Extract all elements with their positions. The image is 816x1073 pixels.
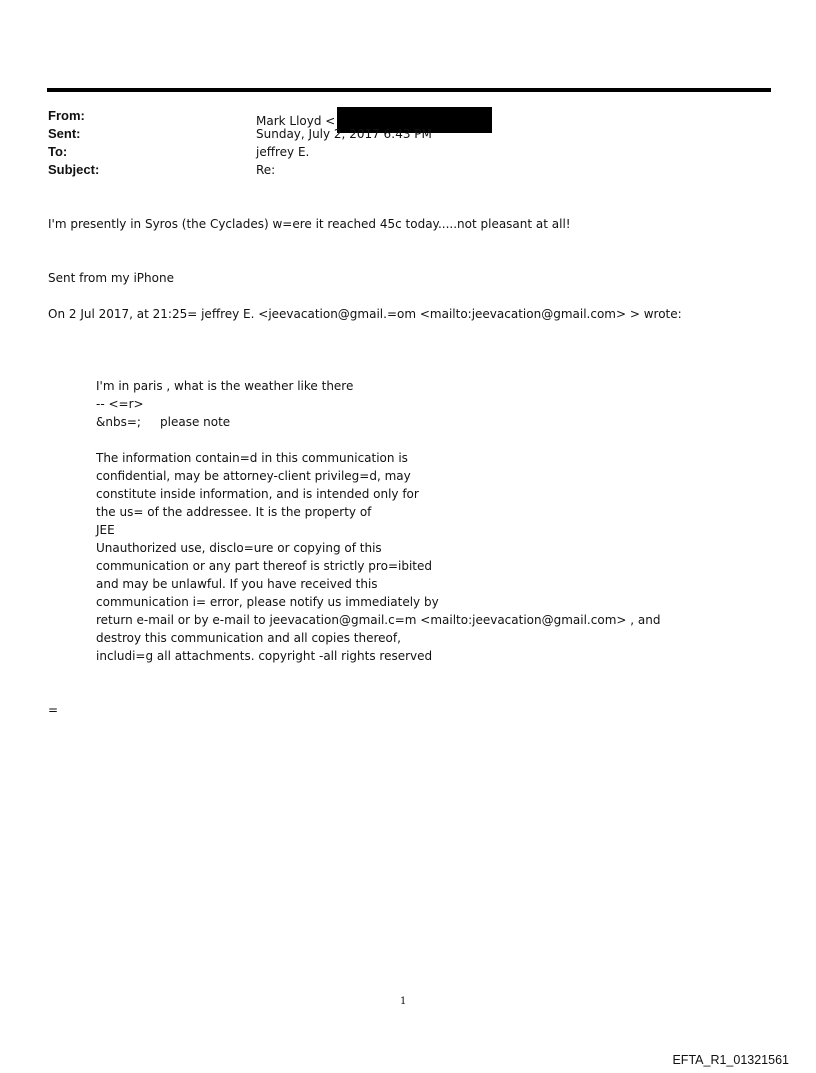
- sent-label: Sent:: [48, 126, 81, 141]
- disclaimer-line: communication i= error, please notify us immediately by: [96, 595, 439, 609]
- disclaimer-line: the us= of the addressee. It is the property of: [96, 505, 372, 519]
- from-label: From:: [48, 108, 85, 123]
- disclaimer-line: confidential, may be attorney-client privileg=d, may: [96, 469, 411, 483]
- trailing-equals: =: [48, 703, 59, 717]
- disclaimer-line: and may be unlawful. If you have received this: [96, 577, 378, 591]
- to-label: To:: [48, 144, 68, 159]
- disclaimer-line: includi=g all attachments. copyright -all rights reserved: [96, 649, 433, 663]
- disclaimer-line: destroy this communication and all copies thereof,: [96, 631, 401, 645]
- quoted-line: -- <=r>: [96, 397, 144, 411]
- attribution-line: On 2 Jul 2017, at 21:25= jeffrey E. <jeevacation@gmail.=om <mailto:jeevacation@gmail.com> > wrote:: [48, 307, 682, 321]
- document-id: EFTA_R1_01321561: [672, 1053, 789, 1067]
- signature-line: Sent from my iPhone: [48, 271, 174, 285]
- body-paragraph: I'm presently in Syros (the Cyclades) w=ere it reached 45c today.....not pleasant at all!: [48, 217, 571, 231]
- disclaimer-line: return e-mail or by e-mail to jeevacation@gmail.c=m <mailto:jeevacation@gmail.com> , and: [96, 613, 661, 627]
- subject-value: Re:: [256, 163, 276, 177]
- sent-value: Sunday, July 2, 2017 6:43 PM: [256, 127, 432, 141]
- disclaimer-line: The information contain=d in this communication is: [96, 451, 408, 465]
- page-number: 1: [400, 996, 407, 1007]
- disclaimer-line: communication or any part thereof is strictly pro=ibited: [96, 559, 432, 573]
- disclaimer-line: constitute inside information, and is intended only for: [96, 487, 419, 501]
- quoted-line: &nbs=; please note: [96, 415, 231, 429]
- to-value: jeffrey E.: [256, 145, 310, 159]
- from-name: Mark Lloyd <: [256, 114, 336, 128]
- subject-label: Subject:: [48, 162, 100, 177]
- quoted-line: I'm in paris , what is the weather like there: [96, 379, 354, 393]
- header-rule: [47, 88, 771, 92]
- disclaimer-line: Unauthorized use, disclo=ure or copying of this: [96, 541, 382, 555]
- disclaimer-line: JEE: [96, 523, 115, 537]
